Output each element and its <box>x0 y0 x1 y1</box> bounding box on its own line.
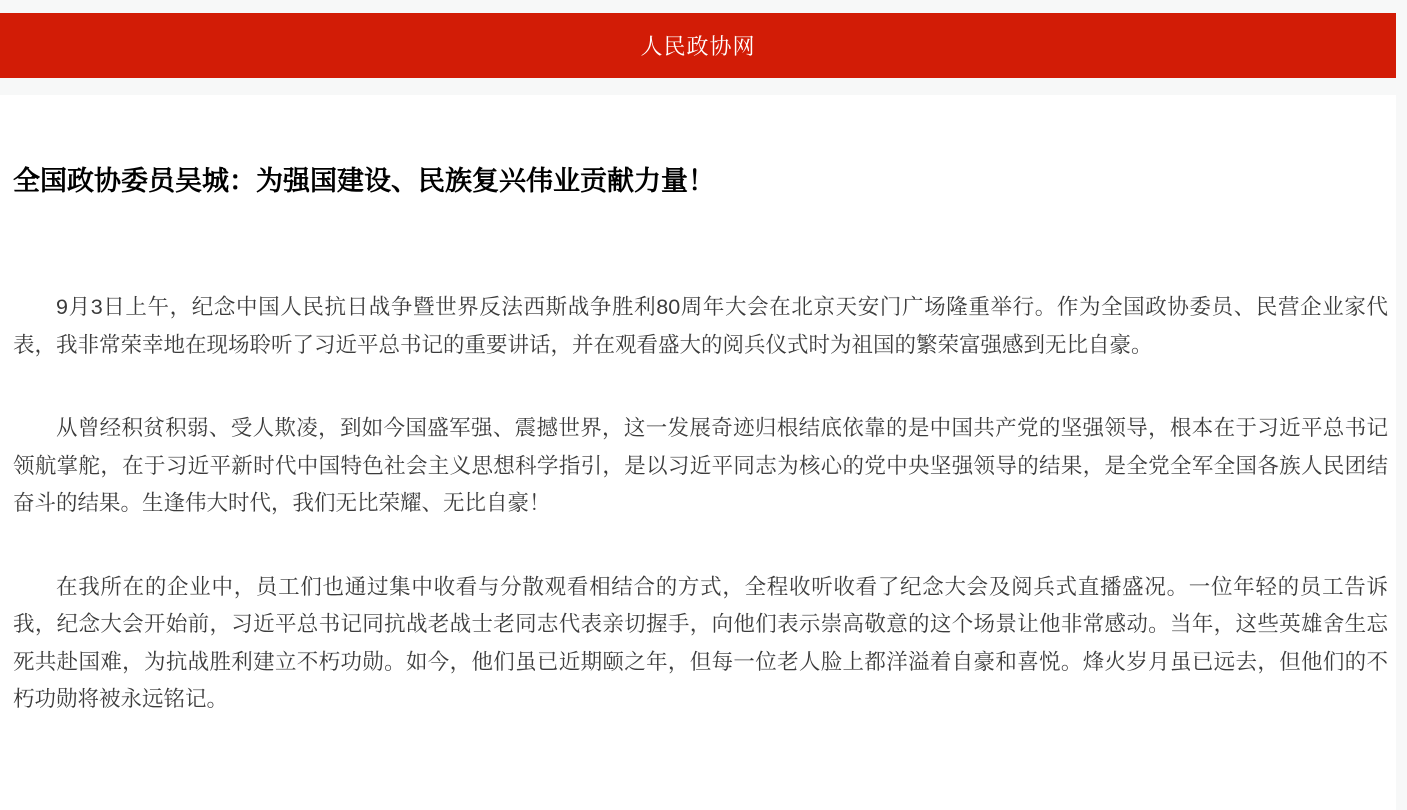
article-paragraph: 在我所在的企业中，员工们也通过集中收看与分散观看相结合的方式，全程收听收看了纪念大会及阅兵式直播盛况。一位年轻的员工告诉我，纪念大会开始前，习近平总书记同抗战老战士老同志代表亲切握手，向他们表示崇高敬意的这个场景让他非常感动。当年，这些英雄舍生忘死共赴国难，为抗战胜利建立不朽功勋。如今，他们虽已近期颐之年，但每一位老人脸上都洋溢着自豪和喜悦。烽火岁月虽已远去，但他们的不朽功勋将被永远铭记。 <box>13 574 1388 711</box>
site-title: 人民政协网 <box>640 34 756 59</box>
article-content <box>0 95 1396 810</box>
article-body <box>13 289 1388 719</box>
article-paragraph: 从曾经积贫积弱、受人欺凌，到如今国盛军强、震撼世界，这一发展奇迹归根结底依靠的是中国共产党的坚强领导，根本在于习近平总书记领航掌舵，在于习近平新时代中国特色社会主义思想科学指引，是以习近平同志为核心的党中央坚强领导的结果，是全党全军全国各族人民团结奋斗的结果。生逢伟大时代，我们无比荣耀、无比自豪！ <box>13 416 1388 515</box>
article-paragraph: 9月3日上午，纪念中国人民抗日战争暨世界反法西斯战争胜利80周年大会在北京天安门广场隆重举行。作为全国政协委员、民营企业家代表，我非常荣幸地在现场聆听了习近平总书记的重要讲话，并在观看盛大的阅兵仪式时为祖国的繁荣富强感到无比自豪。 <box>13 295 1388 357</box>
article-title: 全国政协委员吴城：为强国建设、民族复兴伟业贡献力量！ <box>13 166 715 196</box>
page <box>0 13 1396 810</box>
scrollbar-track[interactable] <box>1396 0 1407 810</box>
site-header <box>0 13 1396 78</box>
